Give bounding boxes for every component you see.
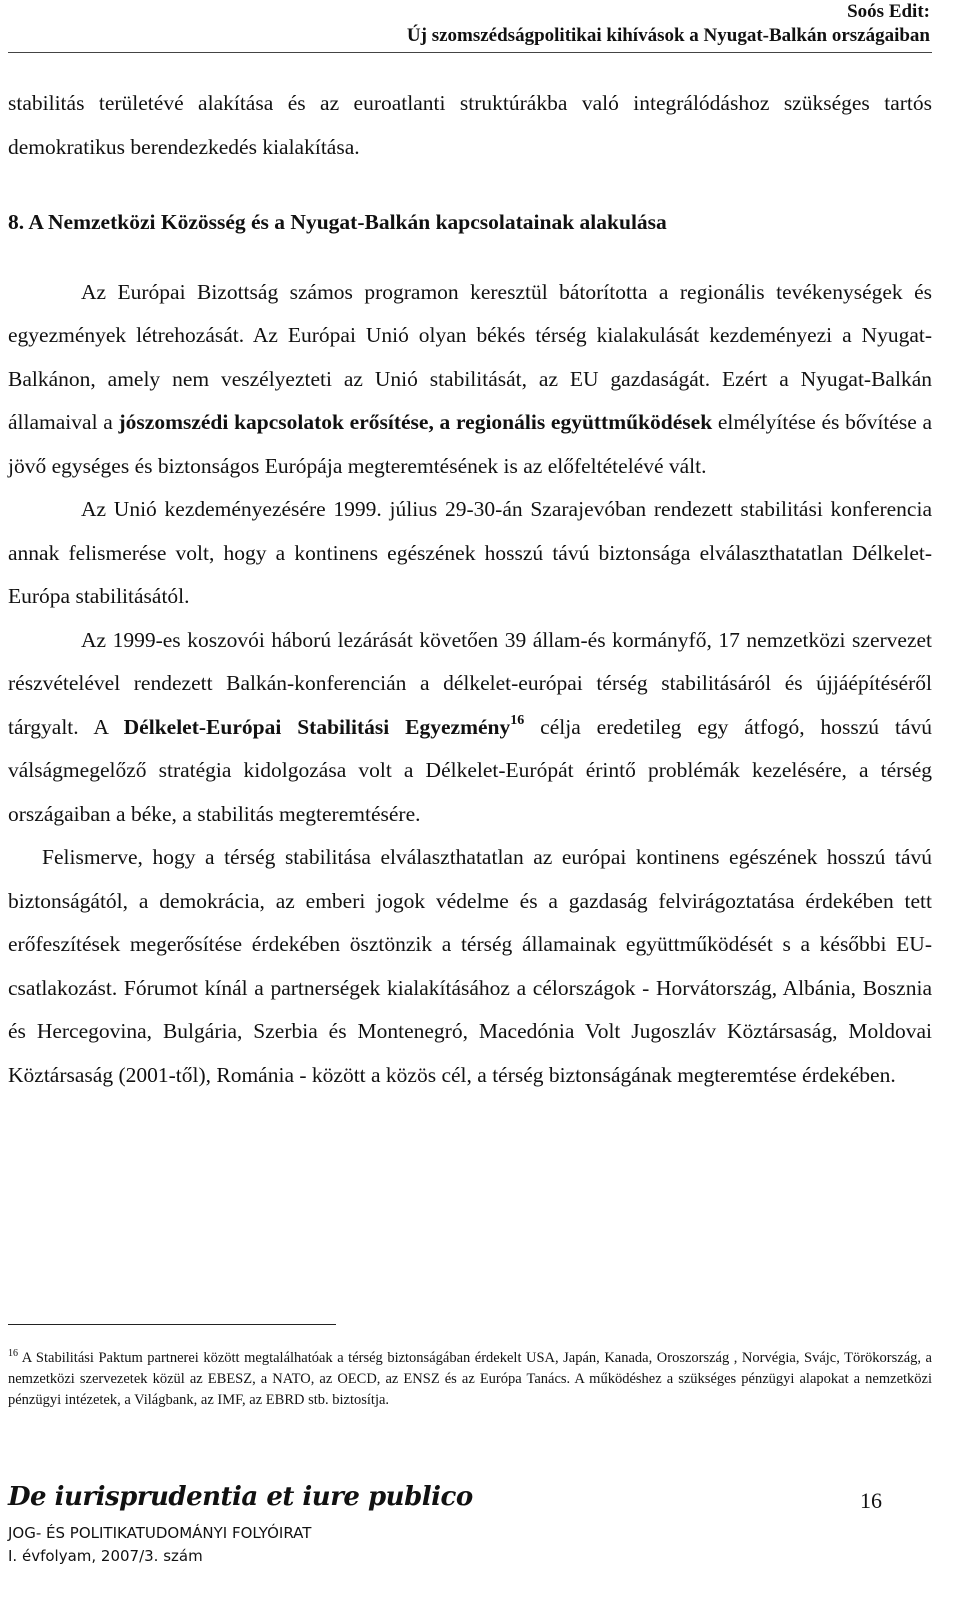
paragraph-3 <box>8 619 932 837</box>
journal-issue: I. évfolyam, 2007/3. szám <box>8 1547 203 1565</box>
section-heading: 8. A Nemzetközi Közösség és a Nyugat-Balkán kapcsolatainak alakulása <box>8 210 667 234</box>
footnote-rule <box>8 1324 336 1325</box>
paragraph-3-bold: Délkelet-Európai Stabilitási Egyezmény <box>123 714 511 739</box>
footnote-text: A Stabilitási Paktum partnerei között megtalálhatóak a térség biztonságában érdekelt USA, Japán, Kanada, Oroszország , Norvégia, Svájc, Törökország, a nemzetközi szervezetek közül az EBESZ, a NATO, az OECD, az ENSZ és az Európa Tanács. A működéshez a szükséges pénzügyi alapokat a nemzetközi pénzügyi intézetek, a Világbank, az IMF, az EBRD stb. biztosítja. <box>8 1350 932 1408</box>
header-rule <box>8 52 932 53</box>
running-head <box>407 0 930 48</box>
page-number: 16 <box>860 1488 882 1513</box>
running-head-author: Soós Edit: <box>847 1 930 22</box>
paragraph-2: Az Unió kezdeményezésére 1999. július 29-30-án Szarajevóban rendezett stabilitási konferencia annak felismerése volt, hogy a kontinens egészének hosszú távú biztonsága elválaszthatatlan Délkelet-Európa stabilitásától. <box>8 497 932 608</box>
running-head-title: Új szomszédságpolitikai kihívások a Nyugat-Balkán országaiban <box>406 25 930 46</box>
footnote-ref[interactable]: 16 <box>510 712 525 728</box>
paragraph-1-text-a: Az Európai Bizottság számos programon keresztül bátorította a regionális tevékenységek és egyezmények létrehozását. Az Európai Unió olyan békés térség kialakulását kezdeményezi a Nyugat-Balkánon, amely nem veszélyezteti az Unió stabilitását, az EU gazdaságát. Ezért a Nyugat-Balkán államaival a <box>8 279 932 434</box>
paragraph-1 <box>8 271 932 489</box>
footnote <box>8 1348 932 1411</box>
paragraph-3-text-b: célja eredetileg egy átfogó, hosszú távú válságmegelőző stratégia kidolgozása volt a Délkelet-Európát érintő problémák kezelésére, a térség országaiban a béke, a stabilitás megteremtésére. <box>8 714 932 826</box>
journal-title: De iurisprudentia et iure publico <box>8 1482 473 1512</box>
body-text <box>8 82 932 1097</box>
journal-subtitle: JOG- ÉS POLITIKATUDOMÁNYI FOLYÓIRAT <box>8 1524 312 1542</box>
paragraph-1-text-b: elmélyítése és bővítése a jövő egységes és biztonságos Európája megteremtésének is az előfeltételévé vált. <box>8 410 932 478</box>
paragraph-1-bold: jószomszédi kapcsolatok erősítése, a regionális együttműködések <box>118 410 713 434</box>
paragraph-4: Felismerve, hogy a térség stabilitása elválaszthatatlan az európai kontinens egészének hosszú távú biztonságától, a demokrácia, az emberi jogok védelme és a gazdaság felvirágoztatása érdekében tett erőfeszítések megerősítése érdekében ösztönzik a térség államainak együttműködését s a későbbi EU-csatlakozást. Fórumot kínál a partnerségek kialakításához a célországok - Horvátország, Albánia, Bosznia és Hercegovina, Bulgária, Szerbia és Montenegró, Macedónia Volt Jugoszláv Köztársaság, Moldovai Köztársaság (2001-től), Románia - között a közös cél, a térség biztonságának megteremtése érdekében. <box>8 845 932 1087</box>
footnote-number: 16 <box>8 1348 18 1359</box>
paragraph-continuation: stabilitás területévé alakítása és az euroatlanti struktúrákba való integrálódáshoz szükséges tartós demokratikus berendezkedés kialakítása. <box>8 91 932 159</box>
paragraph-3-text-a: Az 1999-es koszovói háború lezárását követően 39 állam-és kormányfő, 17 nemzetközi szervezet részvételével rendezett Balkán-konferencián a délkelet-európai térség stabilitásáról és újjáépítéséről tárgyalt. A <box>8 627 932 739</box>
